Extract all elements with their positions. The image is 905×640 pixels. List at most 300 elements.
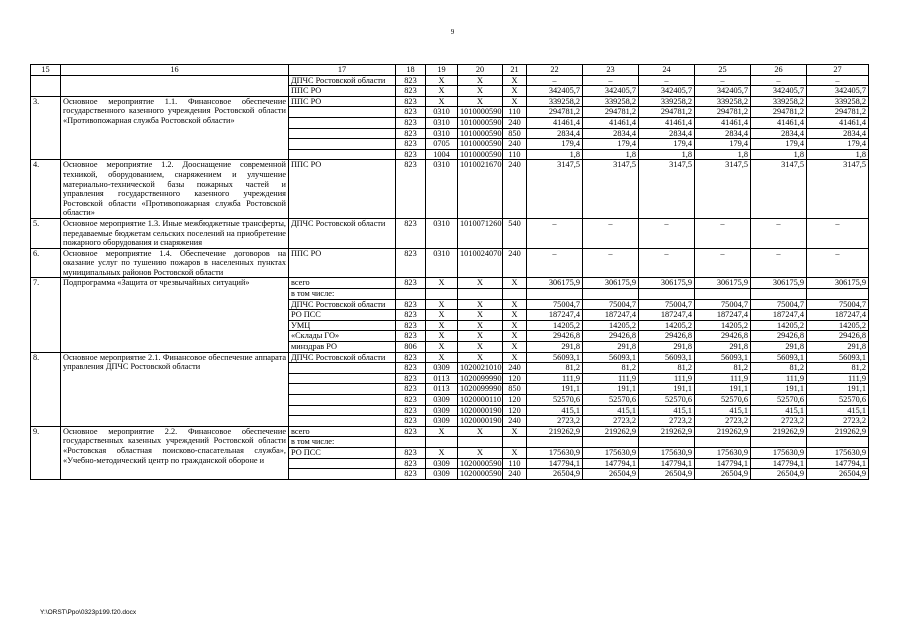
executor-cell: ДПЧС Ростовской области xyxy=(289,352,396,363)
value-cell: 147794,1 xyxy=(527,458,583,469)
code-cell-20: X xyxy=(458,331,503,342)
value-cell: 3147,5 xyxy=(583,160,639,219)
code-cell-18: 823 xyxy=(396,320,426,331)
value-cell: 3147,5 xyxy=(527,160,583,219)
value-cell: 175630,9 xyxy=(751,447,807,458)
executor-cell: всего xyxy=(289,426,396,437)
executor-cell xyxy=(289,363,396,374)
code-cell-19: 0310 xyxy=(426,160,458,219)
value-cell: 41461,4 xyxy=(695,117,751,128)
table-row xyxy=(31,218,869,248)
value-cell: 14205,2 xyxy=(751,320,807,331)
code-cell-20: X xyxy=(458,278,503,289)
code-cell-20: 1010000590 xyxy=(458,117,503,128)
value-cell: 56093,1 xyxy=(751,352,807,363)
value-cell xyxy=(695,437,751,448)
value-cell: – xyxy=(639,75,695,86)
value-cell: 3147,5 xyxy=(639,160,695,219)
value-cell xyxy=(527,289,583,300)
code-cell-20: X xyxy=(458,426,503,437)
table-row xyxy=(31,96,869,107)
page-number: 9 xyxy=(450,28,455,36)
code-cell-18: 823 xyxy=(396,107,426,118)
code-cell-19: X xyxy=(426,331,458,342)
value-cell: – xyxy=(807,248,869,278)
code-cell-18: 823 xyxy=(396,416,426,427)
column-header-24: 24 xyxy=(639,65,695,76)
value-cell xyxy=(583,437,639,448)
value-cell: 14205,2 xyxy=(639,320,695,331)
executor-cell: минздрав РО xyxy=(289,342,396,353)
value-cell: 14205,2 xyxy=(527,320,583,331)
executor-cell xyxy=(289,395,396,406)
value-cell: 191,1 xyxy=(807,384,869,395)
value-cell: 339258,2 xyxy=(807,96,869,107)
value-cell: – xyxy=(695,248,751,278)
executor-cell: в том числе: xyxy=(289,437,396,448)
code-cell-19: 0310 xyxy=(426,218,458,248)
code-cell-20: 1010071260 xyxy=(458,218,503,248)
value-cell: 81,2 xyxy=(751,363,807,374)
code-cell-19: X xyxy=(426,352,458,363)
value-cell xyxy=(583,289,639,300)
code-cell-21: 540 xyxy=(503,218,527,248)
code-cell-18: 823 xyxy=(396,395,426,406)
value-cell: 306175,9 xyxy=(527,278,583,289)
value-cell: 81,2 xyxy=(583,363,639,374)
value-cell: 415,1 xyxy=(695,405,751,416)
value-cell: 3147,5 xyxy=(695,160,751,219)
code-cell-20: X xyxy=(458,447,503,458)
value-cell: 3147,5 xyxy=(807,160,869,219)
executor-cell xyxy=(289,405,396,416)
value-cell: 29426,8 xyxy=(807,331,869,342)
value-cell: 187247,4 xyxy=(751,310,807,321)
value-cell: 111,9 xyxy=(527,373,583,384)
value-cell: 219262,9 xyxy=(751,426,807,437)
executor-cell: ДПЧС Ростовской области xyxy=(289,75,396,86)
value-cell: 191,1 xyxy=(583,384,639,395)
value-cell: 415,1 xyxy=(807,405,869,416)
code-cell-18: 823 xyxy=(396,426,426,437)
value-cell: 1,8 xyxy=(583,149,639,160)
code-cell-18: 823 xyxy=(396,447,426,458)
code-cell-18: 823 xyxy=(396,352,426,363)
code-cell-18: 823 xyxy=(396,278,426,289)
column-header-20: 20 xyxy=(458,65,503,76)
item-title: Основное мероприятие 2.1. Финансовое обеспечение аппарата управления ДПЧС Ростовской области xyxy=(61,352,289,426)
code-cell-18: 823 xyxy=(396,331,426,342)
value-cell: 41461,4 xyxy=(807,117,869,128)
value-cell: 26504,9 xyxy=(751,469,807,480)
value-cell: 415,1 xyxy=(583,405,639,416)
value-cell: – xyxy=(527,218,583,248)
code-cell-21: 240 xyxy=(503,469,527,480)
value-cell: 175630,9 xyxy=(527,447,583,458)
value-cell: 187247,4 xyxy=(695,310,751,321)
code-cell-20 xyxy=(458,437,503,448)
code-cell-21: X xyxy=(503,331,527,342)
code-cell-18: 823 xyxy=(396,458,426,469)
value-cell: 306175,9 xyxy=(639,278,695,289)
code-cell-20: X xyxy=(458,86,503,97)
budget-table xyxy=(30,64,869,480)
value-cell: 294781,2 xyxy=(751,107,807,118)
value-cell: 306175,9 xyxy=(807,278,869,289)
value-cell: 111,9 xyxy=(583,373,639,384)
value-cell: 191,1 xyxy=(639,384,695,395)
executor-cell: в том числе: xyxy=(289,289,396,300)
code-cell-18: 823 xyxy=(396,384,426,395)
value-cell: 56093,1 xyxy=(639,352,695,363)
column-header-23: 23 xyxy=(583,65,639,76)
value-cell: 29426,8 xyxy=(695,331,751,342)
value-cell: 29426,8 xyxy=(751,331,807,342)
value-cell: 52570,6 xyxy=(695,395,751,406)
column-header-15: 15 xyxy=(31,65,61,76)
code-cell-20: X xyxy=(458,299,503,310)
code-cell-21: X xyxy=(503,320,527,331)
column-header-27: 27 xyxy=(807,65,869,76)
code-cell-20: 1020000590 xyxy=(458,469,503,480)
code-cell-19: 0310 xyxy=(426,107,458,118)
executor-cell xyxy=(289,139,396,150)
code-cell-19: X xyxy=(426,75,458,86)
value-cell xyxy=(527,437,583,448)
executor-cell xyxy=(289,128,396,139)
value-cell: 26504,9 xyxy=(807,469,869,480)
value-cell xyxy=(807,289,869,300)
value-cell: – xyxy=(639,248,695,278)
value-cell: 1,8 xyxy=(639,149,695,160)
executor-cell xyxy=(289,149,396,160)
value-cell: 41461,4 xyxy=(751,117,807,128)
code-cell-21: X xyxy=(503,86,527,97)
code-cell-19: X xyxy=(426,426,458,437)
code-cell-20: X xyxy=(458,75,503,86)
code-cell-19: X xyxy=(426,96,458,107)
value-cell: – xyxy=(751,248,807,278)
code-cell-19 xyxy=(426,437,458,448)
value-cell: 291,8 xyxy=(527,342,583,353)
value-cell: 111,9 xyxy=(751,373,807,384)
table-row xyxy=(31,160,869,219)
item-title: Основное мероприятие 1.3. Иные межбюджетные трансферты, передаваемые бюджетам сельских поселений на приобретение пожарного оборудования и снаряжения xyxy=(61,218,289,248)
code-cell-18: 823 xyxy=(396,363,426,374)
code-cell-20: X xyxy=(458,310,503,321)
code-cell-20: 1020000110 xyxy=(458,395,503,406)
code-cell-21: X xyxy=(503,310,527,321)
item-title: Основное мероприятие 1.1. Финансовое обеспечение государственного казенного учреждения Ростовской области «Противопожарная служба Ростовской области» xyxy=(61,96,289,160)
code-cell-21: X xyxy=(503,447,527,458)
code-cell-21: X xyxy=(503,278,527,289)
code-cell-18 xyxy=(396,289,426,300)
value-cell xyxy=(695,289,751,300)
code-cell-21: 120 xyxy=(503,373,527,384)
value-cell: 179,4 xyxy=(527,139,583,150)
value-cell: 2834,4 xyxy=(639,128,695,139)
code-cell-18: 823 xyxy=(396,86,426,97)
executor-cell: ППС РО xyxy=(289,96,396,107)
value-cell: 191,1 xyxy=(751,384,807,395)
value-cell: 75004,7 xyxy=(583,299,639,310)
executor-cell: ППС РО xyxy=(289,86,396,97)
value-cell: – xyxy=(583,218,639,248)
value-cell: – xyxy=(695,75,751,86)
value-cell: 306175,9 xyxy=(751,278,807,289)
code-cell-21 xyxy=(503,437,527,448)
code-cell-19: X xyxy=(426,447,458,458)
executor-cell xyxy=(289,458,396,469)
value-cell: 81,2 xyxy=(527,363,583,374)
value-cell: 1,8 xyxy=(807,149,869,160)
value-cell: 342405,7 xyxy=(751,86,807,97)
executor-cell xyxy=(289,373,396,384)
code-cell-18 xyxy=(396,437,426,448)
value-cell xyxy=(807,437,869,448)
executor-cell: ДПЧС Ростовской области xyxy=(289,218,396,248)
code-cell-18: 823 xyxy=(396,139,426,150)
value-cell: 179,4 xyxy=(639,139,695,150)
column-header-17: 17 xyxy=(289,65,396,76)
value-cell: 75004,7 xyxy=(807,299,869,310)
code-cell-18: 823 xyxy=(396,128,426,139)
code-cell-19: X xyxy=(426,320,458,331)
value-cell: 187247,4 xyxy=(807,310,869,321)
code-cell-19: 0705 xyxy=(426,139,458,150)
code-cell-21: X xyxy=(503,75,527,86)
item-title: Подпрограмма «Защита от чрезвычайных ситуаций» xyxy=(61,278,289,352)
value-cell: 415,1 xyxy=(639,405,695,416)
executor-cell xyxy=(289,384,396,395)
value-cell: 2723,2 xyxy=(807,416,869,427)
code-cell-19: 0309 xyxy=(426,363,458,374)
value-cell: 2723,2 xyxy=(583,416,639,427)
value-cell: 306175,9 xyxy=(695,278,751,289)
code-cell-21: 850 xyxy=(503,128,527,139)
value-cell: 175630,9 xyxy=(639,447,695,458)
table-row xyxy=(31,75,869,86)
value-cell: 2723,2 xyxy=(639,416,695,427)
column-header-22: 22 xyxy=(527,65,583,76)
column-header-16: 16 xyxy=(61,65,289,76)
value-cell: 294781,2 xyxy=(583,107,639,118)
code-cell-21: 850 xyxy=(503,384,527,395)
code-cell-18: 823 xyxy=(396,218,426,248)
value-cell: 294781,2 xyxy=(807,107,869,118)
code-cell-21: 240 xyxy=(503,139,527,150)
code-cell-19: 0310 xyxy=(426,128,458,139)
code-cell-21: 120 xyxy=(503,405,527,416)
code-cell-18: 823 xyxy=(396,149,426,160)
code-cell-21: X xyxy=(503,352,527,363)
value-cell: 3147,5 xyxy=(751,160,807,219)
value-cell: 26504,9 xyxy=(639,469,695,480)
code-cell-19: 0113 xyxy=(426,373,458,384)
code-cell-20: 1010024070 xyxy=(458,248,503,278)
value-cell: 41461,4 xyxy=(527,117,583,128)
column-header-19: 19 xyxy=(426,65,458,76)
item-number xyxy=(31,75,61,96)
value-cell: 294781,2 xyxy=(639,107,695,118)
value-cell: 52570,6 xyxy=(639,395,695,406)
value-cell: 56093,1 xyxy=(695,352,751,363)
code-cell-19: 0309 xyxy=(426,405,458,416)
value-cell: 342405,7 xyxy=(639,86,695,97)
value-cell: 179,4 xyxy=(695,139,751,150)
value-cell: 26504,9 xyxy=(695,469,751,480)
value-cell: 294781,2 xyxy=(527,107,583,118)
value-cell: 147794,1 xyxy=(807,458,869,469)
code-cell-21: 240 xyxy=(503,248,527,278)
value-cell: 191,1 xyxy=(527,384,583,395)
value-cell: 2723,2 xyxy=(751,416,807,427)
value-cell: 14205,2 xyxy=(583,320,639,331)
code-cell-19: X xyxy=(426,299,458,310)
executor-cell: ППС РО xyxy=(289,160,396,219)
value-cell: – xyxy=(583,75,639,86)
code-cell-18: 823 xyxy=(396,405,426,416)
value-cell: 219262,9 xyxy=(807,426,869,437)
value-cell: 179,4 xyxy=(807,139,869,150)
code-cell-21: 240 xyxy=(503,363,527,374)
value-cell: 1,8 xyxy=(695,149,751,160)
code-cell-19: 1004 xyxy=(426,149,458,160)
value-cell: 415,1 xyxy=(527,405,583,416)
value-cell: 111,9 xyxy=(807,373,869,384)
value-cell: 111,9 xyxy=(639,373,695,384)
item-number: 4. xyxy=(31,160,61,219)
value-cell: 56093,1 xyxy=(807,352,869,363)
value-cell: 339258,2 xyxy=(751,96,807,107)
code-cell-18: 823 xyxy=(396,469,426,480)
value-cell: 147794,1 xyxy=(583,458,639,469)
value-cell: 2834,4 xyxy=(751,128,807,139)
value-cell: 81,2 xyxy=(807,363,869,374)
value-cell: 2834,4 xyxy=(807,128,869,139)
executor-cell: РО ПСС xyxy=(289,447,396,458)
value-cell: 175630,9 xyxy=(807,447,869,458)
code-cell-21: 240 xyxy=(503,160,527,219)
code-cell-20 xyxy=(458,289,503,300)
value-cell: 147794,1 xyxy=(639,458,695,469)
value-cell: 81,2 xyxy=(639,363,695,374)
value-cell: 219262,9 xyxy=(639,426,695,437)
code-cell-20: 1010021670 xyxy=(458,160,503,219)
table-row xyxy=(31,278,869,289)
value-cell: 175630,9 xyxy=(583,447,639,458)
code-cell-18: 823 xyxy=(396,299,426,310)
value-cell: 56093,1 xyxy=(527,352,583,363)
value-cell: 187247,4 xyxy=(639,310,695,321)
value-cell: 342405,7 xyxy=(583,86,639,97)
value-cell: 291,8 xyxy=(639,342,695,353)
code-cell-21: 110 xyxy=(503,458,527,469)
value-cell xyxy=(639,437,695,448)
value-cell: – xyxy=(807,75,869,86)
value-cell: 29426,8 xyxy=(583,331,639,342)
value-cell: 291,8 xyxy=(695,342,751,353)
value-cell: – xyxy=(807,218,869,248)
column-header-25: 25 xyxy=(695,65,751,76)
item-number: 7. xyxy=(31,278,61,352)
value-cell: 41461,4 xyxy=(583,117,639,128)
value-cell xyxy=(751,289,807,300)
value-cell: 339258,2 xyxy=(583,96,639,107)
executor-cell xyxy=(289,469,396,480)
code-cell-20: X xyxy=(458,320,503,331)
item-title xyxy=(61,75,289,96)
code-cell-21 xyxy=(503,289,527,300)
code-cell-20: 1010000590 xyxy=(458,107,503,118)
code-cell-21: 120 xyxy=(503,395,527,406)
code-cell-21: 240 xyxy=(503,117,527,128)
value-cell: 75004,7 xyxy=(751,299,807,310)
value-cell: 219262,9 xyxy=(527,426,583,437)
value-cell: 29426,8 xyxy=(639,331,695,342)
value-cell xyxy=(639,289,695,300)
executor-cell: всего xyxy=(289,278,396,289)
code-cell-19: X xyxy=(426,86,458,97)
value-cell: 342405,7 xyxy=(527,86,583,97)
value-cell: – xyxy=(527,75,583,86)
value-cell: 14205,2 xyxy=(807,320,869,331)
table-row xyxy=(31,352,869,363)
value-cell: 306175,9 xyxy=(583,278,639,289)
code-cell-19: X xyxy=(426,342,458,353)
value-cell: 291,8 xyxy=(583,342,639,353)
value-cell: 52570,6 xyxy=(527,395,583,406)
value-cell: 415,1 xyxy=(751,405,807,416)
column-header-26: 26 xyxy=(751,65,807,76)
value-cell: 339258,2 xyxy=(527,96,583,107)
value-cell: 187247,4 xyxy=(527,310,583,321)
value-cell: 81,2 xyxy=(695,363,751,374)
value-cell: 147794,1 xyxy=(695,458,751,469)
code-cell-18: 823 xyxy=(396,160,426,219)
value-cell: – xyxy=(695,218,751,248)
value-cell: 291,8 xyxy=(751,342,807,353)
value-cell: 111,9 xyxy=(695,373,751,384)
value-cell: 75004,7 xyxy=(695,299,751,310)
code-cell-20: 1010000590 xyxy=(458,139,503,150)
value-cell: 179,4 xyxy=(751,139,807,150)
value-cell: 2834,4 xyxy=(527,128,583,139)
executor-cell xyxy=(289,416,396,427)
code-cell-18: 823 xyxy=(396,248,426,278)
value-cell: 179,4 xyxy=(583,139,639,150)
code-cell-19: 0113 xyxy=(426,384,458,395)
value-cell: 339258,2 xyxy=(639,96,695,107)
code-cell-20: 1020000190 xyxy=(458,416,503,427)
value-cell: 147794,1 xyxy=(751,458,807,469)
value-cell: – xyxy=(583,248,639,278)
executor-cell: УМЦ xyxy=(289,320,396,331)
file-path-footer: Y:\ORST\Ppo\0323p199.f20.docx xyxy=(40,609,137,616)
table-row xyxy=(31,248,869,278)
code-cell-21: 110 xyxy=(503,107,527,118)
code-cell-19: X xyxy=(426,278,458,289)
code-cell-20: 1010000590 xyxy=(458,128,503,139)
code-cell-20: X xyxy=(458,342,503,353)
code-cell-21: X xyxy=(503,342,527,353)
column-header-18: 18 xyxy=(396,65,426,76)
value-cell: 342405,7 xyxy=(695,86,751,97)
code-cell-19: 0309 xyxy=(426,469,458,480)
value-cell: 26504,9 xyxy=(583,469,639,480)
code-cell-21: X xyxy=(503,426,527,437)
code-cell-19: 0310 xyxy=(426,117,458,128)
